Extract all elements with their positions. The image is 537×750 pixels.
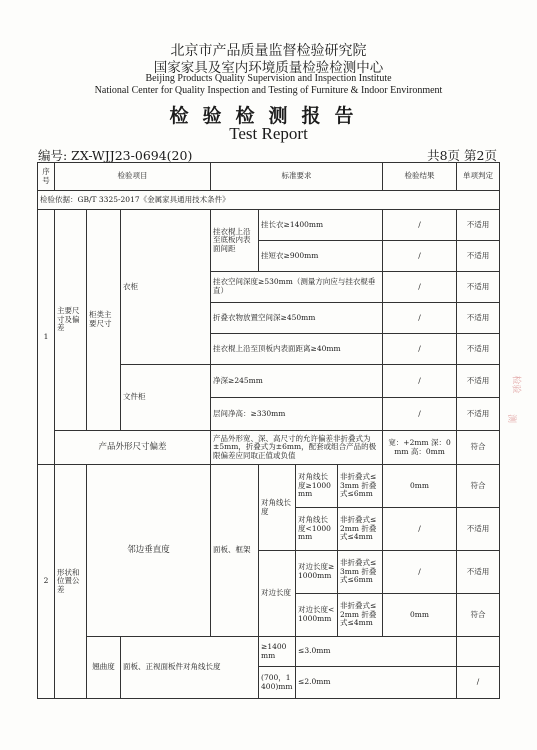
result-net-depth: / xyxy=(383,365,457,398)
warp-item-label: 面板、正视面板件对角线长度 xyxy=(121,637,259,699)
req-net-depth: 净深≥245mm xyxy=(211,365,383,398)
judge-hang-depth: 不适用 xyxy=(457,272,500,303)
req-edge-ge-1000: 非折叠式≤3mm 折叠式≤6mm xyxy=(338,551,383,594)
req-diagonal-ge-1000: 非折叠式≤3mm 折叠式≤6mm xyxy=(338,465,383,508)
result-diagonal-lt-1000: / xyxy=(383,508,457,551)
req-warp-700-1400: ≤2.0mm xyxy=(296,667,457,699)
adjacent-perpendicularity-label: 邻边垂直度 xyxy=(87,465,211,637)
group-1-no: 1 xyxy=(38,210,55,465)
result-edge-lt-1000: 0mm xyxy=(383,594,457,637)
outline-deviation-label: 产品外形尺寸偏差 xyxy=(55,431,211,465)
result-warp-700-1400: / xyxy=(457,667,500,699)
file-cabinet-label: 文件柜 xyxy=(121,365,211,431)
hang-height-label: 挂衣棍上沿至底板内表面间距 xyxy=(211,210,259,272)
institute-name-cn: 北京市产品质量监督检验研究院 xyxy=(170,43,367,59)
result-diagonal-ge-1000: 0mm xyxy=(383,465,457,508)
req-hang-depth: 挂衣空间深度≥530mm（测量方向应与挂衣棍垂直） xyxy=(211,272,383,303)
header-requirement: 标准要求 xyxy=(211,163,383,191)
basis-row xyxy=(38,191,500,210)
seal-fragment-1: 检验 xyxy=(510,375,521,394)
table-row xyxy=(38,210,500,241)
result-fold-depth: / xyxy=(383,303,457,334)
judge-net-depth: 不适用 xyxy=(457,365,500,398)
judge-fold-depth: 不适用 xyxy=(457,303,500,334)
test-results-table xyxy=(37,162,500,699)
table-row xyxy=(38,465,500,508)
table-row xyxy=(38,431,500,465)
edge-lt-1000: 对边长度<1000mm xyxy=(296,594,338,637)
req-warp-ge-1400: ≤3.0mm xyxy=(296,637,457,667)
result-short-coat: / xyxy=(383,241,457,272)
req-fold-depth: 折叠衣物放置空间深≥450mm xyxy=(211,303,383,334)
req-top-gap: 挂衣棍上沿至顶板内表面距离≥40mm xyxy=(211,334,383,365)
req-outline-deviation: 产品外形宽、深、高尺寸的允许偏差非折叠式为±5mm，折叠式为±6mm，配套或组合产品的极限偏差应同取正值或负值 xyxy=(211,431,383,465)
warp-ge-1400: ≥1400mm xyxy=(259,637,296,667)
seal-fragment-2: 测 xyxy=(506,413,517,424)
header-item: 检验项目 xyxy=(55,163,211,191)
group-2-name: 形状和位置公差 xyxy=(55,465,87,699)
judge-short-coat: 不适用 xyxy=(457,241,500,272)
diagonal-lt-1000: 对角线长度<1000mm xyxy=(296,508,338,551)
panel-frame-label: 面板、框架 xyxy=(211,465,259,637)
report-title-cn: 检验检测报告 xyxy=(169,105,368,127)
judge-layer-height: 不适用 xyxy=(457,398,500,431)
judge-diagonal-lt-1000: 不适用 xyxy=(457,508,500,551)
center-name-en: National Center for Quality Inspection and Testing of Furniture & Indoor Environment xyxy=(94,85,443,96)
wardrobe-label: 衣柜 xyxy=(121,210,211,365)
diagonal-ge-1000: 对角线长度≥1000mm xyxy=(296,465,338,508)
header-judgement: 单项判定 xyxy=(457,163,500,191)
req-edge-lt-1000: 非折叠式≤2mm 折叠式≤4mm xyxy=(338,594,383,637)
report-number: 编号: ZX-WJJ23-0694(20) xyxy=(38,148,193,163)
report-title-en: Test Report xyxy=(229,124,308,143)
institute-name-en: Beijing Products Quality Supervision and Inspection Institute xyxy=(145,73,392,84)
req-short-coat: 挂短衣≥900mm xyxy=(259,241,383,272)
diagonal-length-label: 对角线长度 xyxy=(259,465,296,551)
judge-long-coat: 不适用 xyxy=(457,210,500,241)
req-layer-height: 层间净高：≥330mm xyxy=(211,398,383,431)
judge-edge-lt-1000: 符合 xyxy=(457,594,500,637)
req-long-coat: 挂长衣≥1400mm xyxy=(259,210,383,241)
judge-diagonal-ge-1000: 符合 xyxy=(457,465,500,508)
result-layer-height: / xyxy=(383,398,457,431)
table-header-row xyxy=(38,163,500,191)
req-diagonal-lt-1000: 非折叠式≤2mm 折叠式≤4mm xyxy=(338,508,383,551)
warp-700-1400: (700，1400)mm xyxy=(259,667,296,699)
header-result: 检验结果 xyxy=(383,163,457,191)
center-name-cn: 国家家具及室内环境质量检验检测中心 xyxy=(153,60,384,76)
result-edge-ge-1000: / xyxy=(383,551,457,594)
edge-ge-1000: 对边长度≥1000mm xyxy=(296,551,338,594)
judge-outline-deviation: 符合 xyxy=(457,431,500,465)
result-outline-deviation: 宽：+2mm 深：0mm 高：0mm xyxy=(383,431,457,465)
warp-label: 翘曲度 xyxy=(87,637,121,699)
table-row xyxy=(38,637,500,667)
result-long-coat: / xyxy=(383,210,457,241)
cabinet-main-size: 柜类主要尺寸 xyxy=(87,210,121,431)
judge-edge-ge-1000: 不适用 xyxy=(457,551,500,594)
result-warp-ge-1400 xyxy=(457,637,500,667)
group-1-name: 主要尺寸及偏差 xyxy=(55,210,87,431)
result-top-gap: / xyxy=(383,334,457,365)
edge-length-label: 对边长度 xyxy=(259,551,296,637)
group-2-no: 2 xyxy=(38,465,55,699)
judge-top-gap: 不适用 xyxy=(457,334,500,365)
result-hang-depth: / xyxy=(383,272,457,303)
page-info: 共8页 第2页 xyxy=(427,148,497,163)
test-basis: 检验依据：GB/T 3325-2017《金属家具通用技术条件》 xyxy=(38,191,500,210)
header-no: 序号 xyxy=(38,163,55,191)
